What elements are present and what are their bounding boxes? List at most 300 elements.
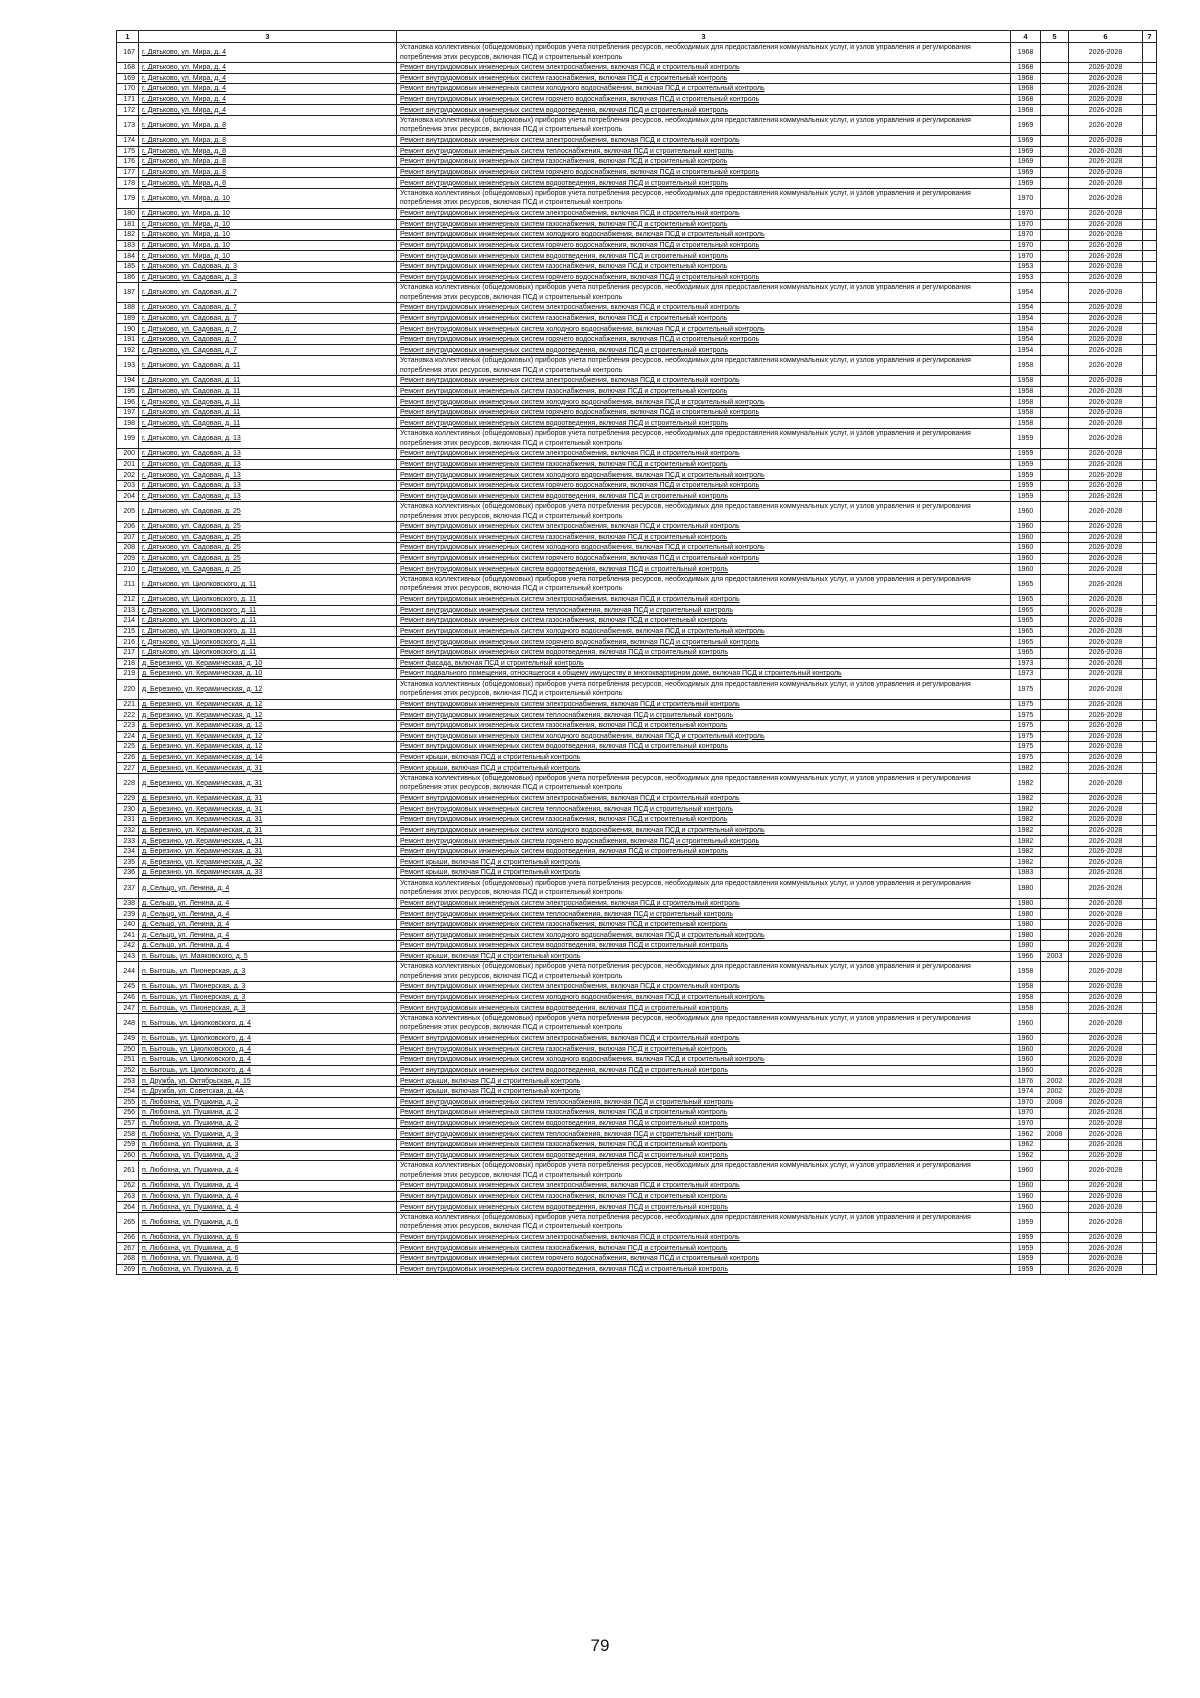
col-header-3: 3 xyxy=(397,31,1011,43)
address-cell: п. Дружба, ул. Октябрьская, д. 15 xyxy=(139,1076,397,1087)
renovation-year-cell xyxy=(1041,710,1069,721)
work-type-cell: Ремонт внутридомовых инженерных систем газоснабжения, включая ПСД и строительный контроль xyxy=(397,73,1011,84)
renovation-year-cell xyxy=(1041,731,1069,742)
address-cell: г. Дятьково, ул. Садовая, д. 13 xyxy=(139,491,397,502)
planned-period-cell: 2026-2028 xyxy=(1069,1264,1143,1275)
commission-year-cell: 1970 xyxy=(1011,251,1041,262)
work-type-cell: Ремонт внутридомовых инженерных систем горячего водоснабжения, включая ПСД и строительный контроль xyxy=(397,240,1011,251)
planned-period-cell: 2026-2028 xyxy=(1069,679,1143,699)
commission-year-cell: 1960 xyxy=(1011,543,1041,554)
work-type-cell: Ремонт крыши, включая ПСД и строительный контроль xyxy=(397,857,1011,868)
extra-cell xyxy=(1143,868,1157,879)
row-number-cell: 236 xyxy=(117,868,139,879)
extra-cell xyxy=(1143,574,1157,594)
renovation-year-cell xyxy=(1041,574,1069,594)
planned-period-cell: 2026-2028 xyxy=(1069,157,1143,168)
commission-year-cell: 1965 xyxy=(1011,594,1041,605)
extra-cell xyxy=(1143,1161,1157,1181)
extra-cell xyxy=(1143,951,1157,962)
table-row xyxy=(117,1243,1157,1254)
work-type-cell: Ремонт внутридомовых инженерных систем водоотведения, включая ПСД и строительный контроль xyxy=(397,742,1011,753)
commission-year-cell: 1959 xyxy=(1011,429,1041,449)
commission-year-cell: 1962 xyxy=(1011,1129,1041,1140)
planned-period-cell: 2026-2028 xyxy=(1069,1161,1143,1181)
commission-year-cell: 1958 xyxy=(1011,397,1041,408)
table-row xyxy=(117,616,1157,627)
commission-year-cell: 1958 xyxy=(1011,982,1041,993)
commission-year-cell: 1975 xyxy=(1011,720,1041,731)
table-row xyxy=(117,208,1157,219)
address-cell: д. Березино, ул. Керамическая, д. 33 xyxy=(139,868,397,879)
row-number-cell: 243 xyxy=(117,951,139,962)
table-row xyxy=(117,752,1157,763)
work-type-cell: Ремонт внутридомовых инженерных систем электроснабжения, включая ПСД и строительный контроль xyxy=(397,793,1011,804)
address-cell: г. Дятьково, ул. Циолковского, д. 11 xyxy=(139,574,397,594)
commission-year-cell: 1954 xyxy=(1011,283,1041,303)
planned-period-cell: 2026-2028 xyxy=(1069,1191,1143,1202)
planned-period-cell: 2026-2028 xyxy=(1069,63,1143,74)
renovation-year-cell: 2003 xyxy=(1041,951,1069,962)
col-header-6: 6 xyxy=(1069,31,1143,43)
commission-year-cell: 1973 xyxy=(1011,669,1041,680)
commission-year-cell: 1982 xyxy=(1011,825,1041,836)
col-header-2: 3 xyxy=(139,31,397,43)
address-cell: г. Дятьково, ул. Циолковского, д. 11 xyxy=(139,637,397,648)
extra-cell xyxy=(1143,135,1157,146)
extra-cell xyxy=(1143,532,1157,543)
extra-cell xyxy=(1143,930,1157,941)
commission-year-cell: 1970 xyxy=(1011,188,1041,208)
extra-cell xyxy=(1143,283,1157,303)
address-cell: п. Бытошь, ул. Циолковского, д. 4 xyxy=(139,1055,397,1066)
address-cell: г. Дятьково, ул. Мира, д. 10 xyxy=(139,240,397,251)
planned-period-cell: 2026-2028 xyxy=(1069,1212,1143,1232)
extra-cell xyxy=(1143,763,1157,774)
table-row xyxy=(117,773,1157,793)
planned-period-cell: 2026-2028 xyxy=(1069,261,1143,272)
row-number-cell: 264 xyxy=(117,1202,139,1213)
commission-year-cell: 1958 xyxy=(1011,386,1041,397)
extra-cell xyxy=(1143,669,1157,680)
renovation-year-cell xyxy=(1041,898,1069,909)
commission-year-cell: 1975 xyxy=(1011,752,1041,763)
extra-cell xyxy=(1143,1264,1157,1275)
table-row xyxy=(117,951,1157,962)
table-row xyxy=(117,480,1157,491)
commission-year-cell: 1959 xyxy=(1011,1212,1041,1232)
commission-year-cell: 1969 xyxy=(1011,146,1041,157)
table-row xyxy=(117,135,1157,146)
work-type-cell: Ремонт крыши, включая ПСД и строительный контроль xyxy=(397,763,1011,774)
page-number: 79 xyxy=(590,1636,610,1655)
renovation-year-cell xyxy=(1041,532,1069,543)
address-cell: г. Дятьково, ул. Мира, д. 4 xyxy=(139,105,397,116)
renovation-year-cell xyxy=(1041,522,1069,533)
commission-year-cell: 1969 xyxy=(1011,178,1041,189)
extra-cell xyxy=(1143,219,1157,230)
row-number-cell: 208 xyxy=(117,543,139,554)
table-row xyxy=(117,731,1157,742)
work-type-cell: Установка коллективных (общедомовых) приборов учета потребления ресурсов, необходимых для предоставления коммунальных услуг, и узлов управления и регулирования потребления этих ресурсов, включая ПСД и строительный контроль xyxy=(397,1013,1011,1033)
extra-cell xyxy=(1143,386,1157,397)
planned-period-cell: 2026-2028 xyxy=(1069,272,1143,283)
row-number-cell: 224 xyxy=(117,731,139,742)
row-number-cell: 172 xyxy=(117,105,139,116)
row-number-cell: 223 xyxy=(117,720,139,731)
commission-year-cell: 1982 xyxy=(1011,846,1041,857)
extra-cell xyxy=(1143,992,1157,1003)
table-row xyxy=(117,720,1157,731)
extra-cell xyxy=(1143,982,1157,993)
renovation-year-cell xyxy=(1041,616,1069,627)
commission-year-cell: 1953 xyxy=(1011,261,1041,272)
renovation-year-cell xyxy=(1041,1033,1069,1044)
table-row xyxy=(117,272,1157,283)
work-type-cell: Установка коллективных (общедомовых) приборов учета потребления ресурсов, необходимых для предоставления коммунальных услуг, и узлов управления и регулирования потребления этих ресурсов, включая ПСД и строительный контроль xyxy=(397,283,1011,303)
work-type-cell: Ремонт внутридомовых инженерных систем водоотведения, включая ПСД и строительный контроль xyxy=(397,941,1011,952)
renovation-year-cell xyxy=(1041,1161,1069,1181)
work-type-cell: Ремонт внутридомовых инженерных систем горячего водоснабжения, включая ПСД и строительный контроль xyxy=(397,637,1011,648)
renovation-year-cell xyxy=(1041,345,1069,356)
row-number-cell: 239 xyxy=(117,909,139,920)
work-type-cell: Ремонт внутридомовых инженерных систем газоснабжения, включая ПСД и строительный контроль xyxy=(397,157,1011,168)
renovation-year-cell xyxy=(1041,720,1069,731)
commission-year-cell: 1960 xyxy=(1011,1013,1041,1033)
address-cell: д. Сельцо, ул. Ленина, д. 4 xyxy=(139,878,397,898)
planned-period-cell: 2026-2028 xyxy=(1069,898,1143,909)
table-row xyxy=(117,449,1157,460)
planned-period-cell: 2026-2028 xyxy=(1069,230,1143,241)
address-cell: г. Дятьково, ул. Садовая, д. 11 xyxy=(139,397,397,408)
row-number-cell: 245 xyxy=(117,982,139,993)
table-row xyxy=(117,429,1157,449)
commission-year-cell: 1954 xyxy=(1011,334,1041,345)
commission-year-cell: 1954 xyxy=(1011,324,1041,335)
extra-cell xyxy=(1143,1055,1157,1066)
planned-period-cell: 2026-2028 xyxy=(1069,846,1143,857)
work-type-cell: Ремонт внутридомовых инженерных систем водоотведения, включая ПСД и строительный контроль xyxy=(397,1150,1011,1161)
row-number-cell: 195 xyxy=(117,386,139,397)
table-row xyxy=(117,261,1157,272)
renovation-year-cell xyxy=(1041,1003,1069,1014)
planned-period-cell: 2026-2028 xyxy=(1069,208,1143,219)
commission-year-cell: 1982 xyxy=(1011,836,1041,847)
extra-cell xyxy=(1143,1129,1157,1140)
commission-year-cell: 1965 xyxy=(1011,647,1041,658)
table-row xyxy=(117,1033,1157,1044)
work-type-cell: Ремонт внутридомовых инженерных систем электроснабжения, включая ПСД и строительный контроль xyxy=(397,699,1011,710)
table-row xyxy=(117,982,1157,993)
renovation-year-cell: 2008 xyxy=(1041,1129,1069,1140)
renovation-year-cell xyxy=(1041,313,1069,324)
table-row xyxy=(117,470,1157,481)
address-cell: г. Дятьково, ул. Садовая, д. 11 xyxy=(139,386,397,397)
address-cell: д. Березино, ул. Керамическая, д. 10 xyxy=(139,669,397,680)
table-row xyxy=(117,105,1157,116)
table-row xyxy=(117,594,1157,605)
table-row xyxy=(117,502,1157,522)
row-number-cell: 220 xyxy=(117,679,139,699)
work-type-cell: Ремонт внутридомовых инженерных систем электроснабжения, включая ПСД и строительный контроль xyxy=(397,594,1011,605)
commission-year-cell: 1983 xyxy=(1011,868,1041,879)
extra-cell xyxy=(1143,167,1157,178)
table-row xyxy=(117,1202,1157,1213)
renovation-year-cell xyxy=(1041,793,1069,804)
renovation-year-cell xyxy=(1041,376,1069,387)
commission-year-cell: 1973 xyxy=(1011,658,1041,669)
table-row xyxy=(117,1086,1157,1097)
extra-cell xyxy=(1143,1181,1157,1192)
row-number-cell: 204 xyxy=(117,491,139,502)
renovation-year-cell xyxy=(1041,773,1069,793)
work-type-cell: Установка коллективных (общедомовых) приборов учета потребления ресурсов, необходимых для предоставления коммунальных услуг, и узлов управления и регулирования потребления этих ресурсов, включая ПСД и строительный контроль xyxy=(397,1161,1011,1181)
renovation-year-cell xyxy=(1041,272,1069,283)
address-cell: г. Дятьково, ул. Мира, д. 8 xyxy=(139,115,397,135)
table-row xyxy=(117,909,1157,920)
table-row xyxy=(117,658,1157,669)
work-type-cell: Ремонт внутридомовых инженерных систем водоотведения, включая ПСД и строительный контроль xyxy=(397,564,1011,575)
table-row xyxy=(117,188,1157,208)
planned-period-cell: 2026-2028 xyxy=(1069,313,1143,324)
planned-period-cell: 2026-2028 xyxy=(1069,1243,1143,1254)
planned-period-cell: 2026-2028 xyxy=(1069,167,1143,178)
planned-period-cell: 2026-2028 xyxy=(1069,449,1143,460)
address-cell: п. Бытошь, ул. Пионерская, д. 3 xyxy=(139,992,397,1003)
work-type-cell: Установка коллективных (общедомовых) приборов учета потребления ресурсов, необходимых для предоставления коммунальных услуг, и узлов управления и регулирования потребления этих ресурсов, включая ПСД и строительный контроль xyxy=(397,43,1011,63)
table-row xyxy=(117,647,1157,658)
row-number-cell: 268 xyxy=(117,1254,139,1265)
work-type-cell: Ремонт внутридомовых инженерных систем электроснабжения, включая ПСД и строительный контроль xyxy=(397,1181,1011,1192)
commission-year-cell: 1982 xyxy=(1011,857,1041,868)
row-number-cell: 263 xyxy=(117,1191,139,1202)
row-number-cell: 226 xyxy=(117,752,139,763)
commission-year-cell: 1962 xyxy=(1011,1150,1041,1161)
renovation-year-cell xyxy=(1041,167,1069,178)
table-row xyxy=(117,543,1157,554)
commission-year-cell: 1970 xyxy=(1011,1118,1041,1129)
address-cell: г. Дятьково, ул. Мира, д. 8 xyxy=(139,157,397,168)
address-cell: г. Дятьково, ул. Циолковского, д. 11 xyxy=(139,647,397,658)
address-cell: г. Дятьково, ул. Садовая, д. 13 xyxy=(139,480,397,491)
extra-cell xyxy=(1143,564,1157,575)
row-number-cell: 192 xyxy=(117,345,139,356)
renovation-year-cell xyxy=(1041,449,1069,460)
commission-year-cell: 1975 xyxy=(1011,679,1041,699)
renovation-year-cell xyxy=(1041,1118,1069,1129)
planned-period-cell: 2026-2028 xyxy=(1069,658,1143,669)
work-type-cell: Ремонт внутридомовых инженерных систем холодного водоснабжения, включая ПСД и строительный контроль xyxy=(397,324,1011,335)
commission-year-cell: 1958 xyxy=(1011,1003,1041,1014)
planned-period-cell: 2026-2028 xyxy=(1069,532,1143,543)
row-number-cell: 190 xyxy=(117,324,139,335)
table-row xyxy=(117,574,1157,594)
work-type-cell: Ремонт внутридомовых инженерных систем горячего водоснабжения, включая ПСД и строительный контроль xyxy=(397,836,1011,847)
address-cell: г. Дятьково, ул. Садовая, д. 3 xyxy=(139,261,397,272)
table-row xyxy=(117,1055,1157,1066)
renovation-year-cell xyxy=(1041,1055,1069,1066)
address-cell: д. Березино, ул. Керамическая, д. 12 xyxy=(139,742,397,753)
table-row xyxy=(117,1181,1157,1192)
work-type-cell: Ремонт внутридомовых инженерных систем электроснабжения, включая ПСД и строительный контроль xyxy=(397,1232,1011,1243)
work-type-cell: Ремонт внутридомовых инженерных систем горячего водоснабжения, включая ПСД и строительный контроль xyxy=(397,553,1011,564)
commission-year-cell: 1958 xyxy=(1011,992,1041,1003)
address-cell: д. Березино, ул. Керамическая, д. 12 xyxy=(139,679,397,699)
row-number-cell: 214 xyxy=(117,616,139,627)
planned-period-cell: 2026-2028 xyxy=(1069,919,1143,930)
commission-year-cell: 1958 xyxy=(1011,376,1041,387)
extra-cell xyxy=(1143,1232,1157,1243)
planned-period-cell: 2026-2028 xyxy=(1069,356,1143,376)
planned-period-cell: 2026-2028 xyxy=(1069,1076,1143,1087)
row-number-cell: 203 xyxy=(117,480,139,491)
planned-period-cell: 2026-2028 xyxy=(1069,626,1143,637)
work-type-cell: Ремонт внутридомовых инженерных систем водоотведения, включая ПСД и строительный контроль xyxy=(397,251,1011,262)
address-cell: г. Дятьково, ул. Садовая, д. 7 xyxy=(139,303,397,314)
extra-cell xyxy=(1143,480,1157,491)
renovation-year-cell xyxy=(1041,878,1069,898)
table-row xyxy=(117,742,1157,753)
address-cell: п. Бытошь, ул. Маяковского, д. 5 xyxy=(139,951,397,962)
work-type-cell: Ремонт внутридомовых инженерных систем теплоснабжения, включая ПСД и строительный контроль xyxy=(397,1129,1011,1140)
extra-cell xyxy=(1143,429,1157,449)
extra-cell xyxy=(1143,459,1157,470)
planned-period-cell: 2026-2028 xyxy=(1069,647,1143,658)
extra-cell xyxy=(1143,94,1157,105)
address-cell: д. Березино, ул. Керамическая, д. 31 xyxy=(139,846,397,857)
row-number-cell: 194 xyxy=(117,376,139,387)
address-cell: п. Любохна, ул. Пушкина, д. 2 xyxy=(139,1097,397,1108)
address-cell: г. Дятьково, ул. Садовая, д. 7 xyxy=(139,313,397,324)
work-type-cell: Ремонт внутридомовых инженерных систем водоотведения, включая ПСД и строительный контроль xyxy=(397,105,1011,116)
row-number-cell: 174 xyxy=(117,135,139,146)
extra-cell xyxy=(1143,699,1157,710)
address-cell: г. Дятьково, ул. Мира, д. 4 xyxy=(139,43,397,63)
address-cell: п. Любохна, ул. Пушкина, д. 4 xyxy=(139,1161,397,1181)
address-cell: г. Дятьково, ул. Садовая, д. 13 xyxy=(139,429,397,449)
row-number-cell: 219 xyxy=(117,669,139,680)
work-type-cell: Ремонт внутридомовых инженерных систем холодного водоснабжения, включая ПСД и строительный контроль xyxy=(397,84,1011,95)
row-number-cell: 225 xyxy=(117,742,139,753)
commission-year-cell: 1965 xyxy=(1011,574,1041,594)
table-row xyxy=(117,376,1157,387)
planned-period-cell: 2026-2028 xyxy=(1069,857,1143,868)
table-row xyxy=(117,857,1157,868)
row-number-cell: 233 xyxy=(117,836,139,847)
address-cell: г. Дятьково, ул. Садовая, д. 25 xyxy=(139,532,397,543)
work-type-cell: Ремонт внутридомовых инженерных систем электроснабжения, включая ПСД и строительный контроль xyxy=(397,208,1011,219)
commission-year-cell: 1960 xyxy=(1011,522,1041,533)
table-row xyxy=(117,815,1157,826)
planned-period-cell: 2026-2028 xyxy=(1069,1181,1143,1192)
table-row xyxy=(117,710,1157,721)
work-type-cell: Ремонт внутридомовых инженерных систем водоотведения, включая ПСД и строительный контроль xyxy=(397,1003,1011,1014)
extra-cell xyxy=(1143,1191,1157,1202)
renovation-year-cell xyxy=(1041,105,1069,116)
work-type-cell: Ремонт внутридомовых инженерных систем горячего водоснабжения, включая ПСД и строительный контроль xyxy=(397,272,1011,283)
renovation-year-cell xyxy=(1041,962,1069,982)
planned-period-cell: 2026-2028 xyxy=(1069,376,1143,387)
address-cell: д. Березино, ул. Керамическая, д. 12 xyxy=(139,731,397,742)
extra-cell xyxy=(1143,1003,1157,1014)
address-cell: д. Березино, ул. Керамическая, д. 32 xyxy=(139,857,397,868)
address-cell: г. Дятьково, ул. Циолковского, д. 11 xyxy=(139,626,397,637)
row-number-cell: 266 xyxy=(117,1232,139,1243)
work-type-cell: Ремонт внутридомовых инженерных систем газоснабжения, включая ПСД и строительный контроль xyxy=(397,815,1011,826)
renovation-year-cell xyxy=(1041,157,1069,168)
renovation-year-cell xyxy=(1041,919,1069,930)
row-number-cell: 215 xyxy=(117,626,139,637)
extra-cell xyxy=(1143,491,1157,502)
work-type-cell: Ремонт внутридомовых инженерных систем газоснабжения, включая ПСД и строительный контроль xyxy=(397,386,1011,397)
commission-year-cell: 1959 xyxy=(1011,1232,1041,1243)
work-type-cell: Ремонт внутридомовых инженерных систем электроснабжения, включая ПСД и строительный контроль xyxy=(397,449,1011,460)
address-cell: г. Дятьково, ул. Мира, д. 8 xyxy=(139,135,397,146)
table-row xyxy=(117,836,1157,847)
extra-cell xyxy=(1143,815,1157,826)
commission-year-cell: 1960 xyxy=(1011,1033,1041,1044)
work-type-cell: Ремонт внутридомовых инженерных систем водоотведения, включая ПСД и строительный контроль xyxy=(397,1118,1011,1129)
address-cell: п. Бытошь, ул. Циолковского, д. 4 xyxy=(139,1033,397,1044)
table-row xyxy=(117,804,1157,815)
address-cell: г. Дятьково, ул. Садовая, д. 25 xyxy=(139,502,397,522)
planned-period-cell: 2026-2028 xyxy=(1069,793,1143,804)
commission-year-cell: 1976 xyxy=(1011,1076,1041,1087)
extra-cell xyxy=(1143,73,1157,84)
planned-period-cell: 2026-2028 xyxy=(1069,637,1143,648)
commission-year-cell: 1982 xyxy=(1011,763,1041,774)
address-cell: г. Дятьково, ул. Садовая, д. 25 xyxy=(139,564,397,575)
renovation-year-cell xyxy=(1041,188,1069,208)
planned-period-cell: 2026-2028 xyxy=(1069,1086,1143,1097)
extra-cell xyxy=(1143,658,1157,669)
commission-year-cell: 1974 xyxy=(1011,1086,1041,1097)
planned-period-cell: 2026-2028 xyxy=(1069,43,1143,63)
table-row xyxy=(117,397,1157,408)
commission-year-cell: 1968 xyxy=(1011,105,1041,116)
row-number-cell: 234 xyxy=(117,846,139,857)
work-type-cell: Ремонт внутридомовых инженерных систем газоснабжения, включая ПСД и строительный контроль xyxy=(397,1191,1011,1202)
planned-period-cell: 2026-2028 xyxy=(1069,1044,1143,1055)
commission-year-cell: 1959 xyxy=(1011,459,1041,470)
address-cell: п. Любохна, ул. Пушкина, д. 2 xyxy=(139,1108,397,1119)
address-cell: д. Сельцо, ул. Ленина, д. 4 xyxy=(139,898,397,909)
planned-period-cell: 2026-2028 xyxy=(1069,1118,1143,1129)
planned-period-cell: 2026-2028 xyxy=(1069,303,1143,314)
commission-year-cell: 1975 xyxy=(1011,710,1041,721)
table-row xyxy=(117,219,1157,230)
planned-period-cell: 2026-2028 xyxy=(1069,605,1143,616)
commission-year-cell: 1980 xyxy=(1011,878,1041,898)
row-number-cell: 254 xyxy=(117,1086,139,1097)
extra-cell xyxy=(1143,105,1157,116)
commission-year-cell: 1970 xyxy=(1011,1108,1041,1119)
extra-cell xyxy=(1143,146,1157,157)
renovation-year-cell xyxy=(1041,208,1069,219)
row-number-cell: 187 xyxy=(117,283,139,303)
renovation-year-cell xyxy=(1041,43,1069,63)
work-type-cell: Ремонт внутридомовых инженерных систем холодного водоснабжения, включая ПСД и строительный контроль xyxy=(397,930,1011,941)
table-row xyxy=(117,1232,1157,1243)
planned-period-cell: 2026-2028 xyxy=(1069,825,1143,836)
table-row xyxy=(117,1118,1157,1129)
table-row xyxy=(117,941,1157,952)
work-type-cell: Ремонт крыши, включая ПСД и строительный контроль xyxy=(397,868,1011,879)
planned-period-cell: 2026-2028 xyxy=(1069,480,1143,491)
extra-cell xyxy=(1143,1097,1157,1108)
renovation-year-cell xyxy=(1041,219,1069,230)
renovation-year-cell xyxy=(1041,178,1069,189)
table-row xyxy=(117,763,1157,774)
